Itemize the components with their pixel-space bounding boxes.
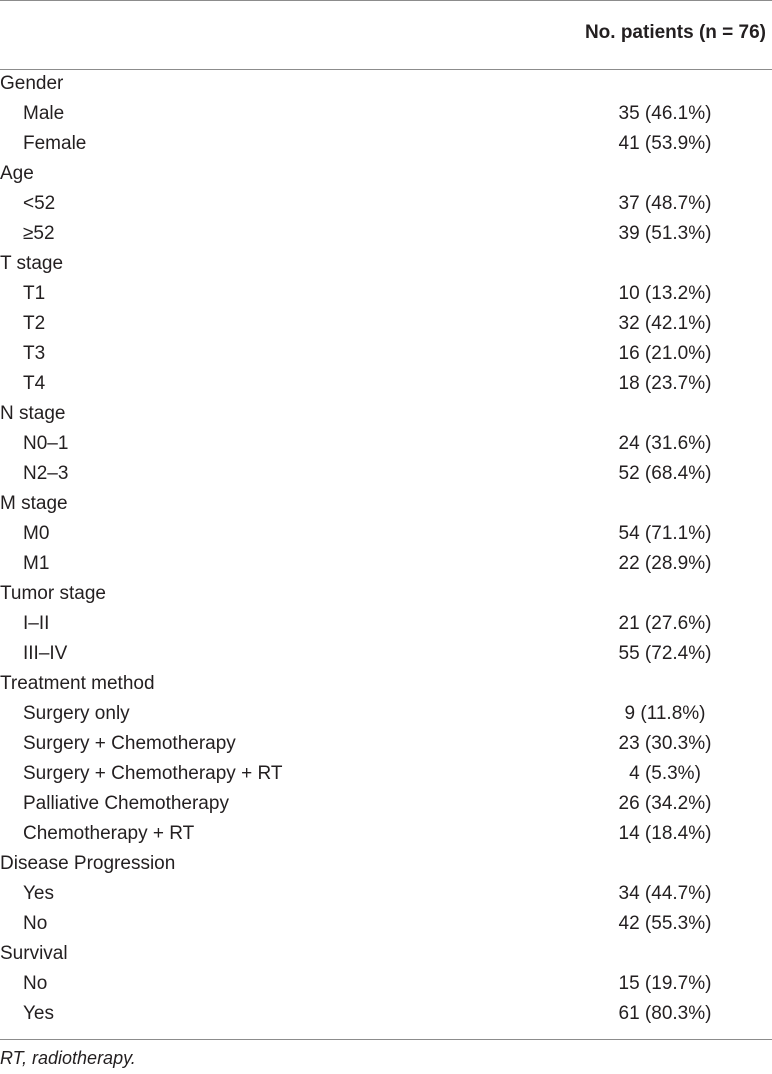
- table-bottom-rule: [0, 1039, 772, 1040]
- section-row: [0, 399, 772, 429]
- column-header-patients: No. patients (n = 76): [584, 22, 766, 43]
- table-row: [0, 279, 772, 309]
- section-title: T stage: [0, 253, 64, 274]
- table-footnote: RT, radiotherapy.: [0, 1048, 136, 1068]
- row-value: 23 (30.3%): [618, 733, 712, 754]
- section-row: [0, 579, 772, 609]
- table-row: [0, 999, 772, 1029]
- section-title: Gender: [0, 73, 64, 94]
- table-row: [0, 789, 772, 819]
- row-label: No: [23, 913, 48, 934]
- table-header: [0, 17, 772, 49]
- table-row: [0, 699, 772, 729]
- row-label: Palliative Chemotherapy: [23, 793, 229, 814]
- row-value: 32 (42.1%): [618, 313, 712, 334]
- row-value: 14 (18.4%): [618, 823, 712, 844]
- table-row: [0, 609, 772, 639]
- section-title: Disease Progression: [0, 853, 176, 874]
- row-label: Surgery only: [23, 703, 130, 724]
- row-value: 18 (23.7%): [618, 373, 712, 394]
- table-row: [0, 339, 772, 369]
- row-value: 61 (80.3%): [618, 1003, 712, 1024]
- section-row: [0, 69, 772, 99]
- section-title: Treatment method: [0, 673, 155, 694]
- table-row: [0, 519, 772, 549]
- section-title: M stage: [0, 493, 68, 514]
- row-label: Chemotherapy + RT: [23, 823, 195, 844]
- row-label: Female: [23, 133, 87, 154]
- table-row: [0, 639, 772, 669]
- row-value: 39 (51.3%): [618, 223, 712, 244]
- row-label: M0: [23, 523, 50, 544]
- section-row: [0, 249, 772, 279]
- table-row: [0, 129, 772, 159]
- row-value: 42 (55.3%): [618, 913, 712, 934]
- section-title: Survival: [0, 943, 68, 964]
- table-row: [0, 729, 772, 759]
- row-value: 26 (34.2%): [618, 793, 712, 814]
- row-label: M1: [23, 553, 50, 574]
- table-row: [0, 909, 772, 939]
- row-label: III–IV: [23, 643, 68, 664]
- row-label: ≥52: [23, 223, 55, 244]
- table-row: [0, 99, 772, 129]
- row-value: 24 (31.6%): [618, 433, 712, 454]
- row-label: I–II: [23, 613, 50, 634]
- table-row: [0, 819, 772, 849]
- table-top-rule: [0, 0, 772, 1]
- row-value: 54 (71.1%): [618, 523, 712, 544]
- table-row: [0, 309, 772, 339]
- row-label: N2–3: [23, 463, 69, 484]
- row-label: Surgery + Chemotherapy: [23, 733, 236, 754]
- row-label: No: [23, 973, 48, 994]
- section-title: Age: [0, 163, 34, 184]
- row-value: 52 (68.4%): [618, 463, 712, 484]
- row-value: 10 (13.2%): [618, 283, 712, 304]
- row-value: 16 (21.0%): [618, 343, 712, 364]
- section-row: [0, 669, 772, 699]
- row-label: Surgery + Chemotherapy + RT: [23, 763, 283, 784]
- row-value: 15 (19.7%): [618, 973, 712, 994]
- table-row: [0, 549, 772, 579]
- section-row: [0, 159, 772, 189]
- table-row: [0, 429, 772, 459]
- row-value: 55 (72.4%): [618, 643, 712, 664]
- section-title: N stage: [0, 403, 66, 424]
- row-label: N0–1: [23, 433, 69, 454]
- section-row: [0, 489, 772, 519]
- row-label: Male: [23, 103, 65, 124]
- row-label: T1: [23, 283, 46, 304]
- row-label: T2: [23, 313, 46, 334]
- row-value: 34 (44.7%): [618, 883, 712, 904]
- row-value: 4 (5.3%): [629, 763, 701, 784]
- row-value: 21 (27.6%): [618, 613, 712, 634]
- row-label: <52: [23, 193, 56, 214]
- row-value: 37 (48.7%): [618, 193, 712, 214]
- row-label: Yes: [23, 1003, 54, 1024]
- row-value: 9 (11.8%): [624, 703, 706, 724]
- row-label: Yes: [23, 883, 54, 904]
- table-body: [0, 69, 772, 1029]
- table-row: [0, 879, 772, 909]
- table-row: [0, 459, 772, 489]
- row-label: T3: [23, 343, 46, 364]
- table-row: [0, 189, 772, 219]
- section-title: Tumor stage: [0, 583, 106, 604]
- table-row: [0, 969, 772, 999]
- section-row: [0, 939, 772, 969]
- table-row: [0, 219, 772, 249]
- row-value: 41 (53.9%): [618, 133, 712, 154]
- section-row: [0, 849, 772, 879]
- row-value: 35 (46.1%): [618, 103, 712, 124]
- row-label: T4: [23, 373, 46, 394]
- row-value: 22 (28.9%): [618, 553, 712, 574]
- table-row: [0, 369, 772, 399]
- table-row: [0, 759, 772, 789]
